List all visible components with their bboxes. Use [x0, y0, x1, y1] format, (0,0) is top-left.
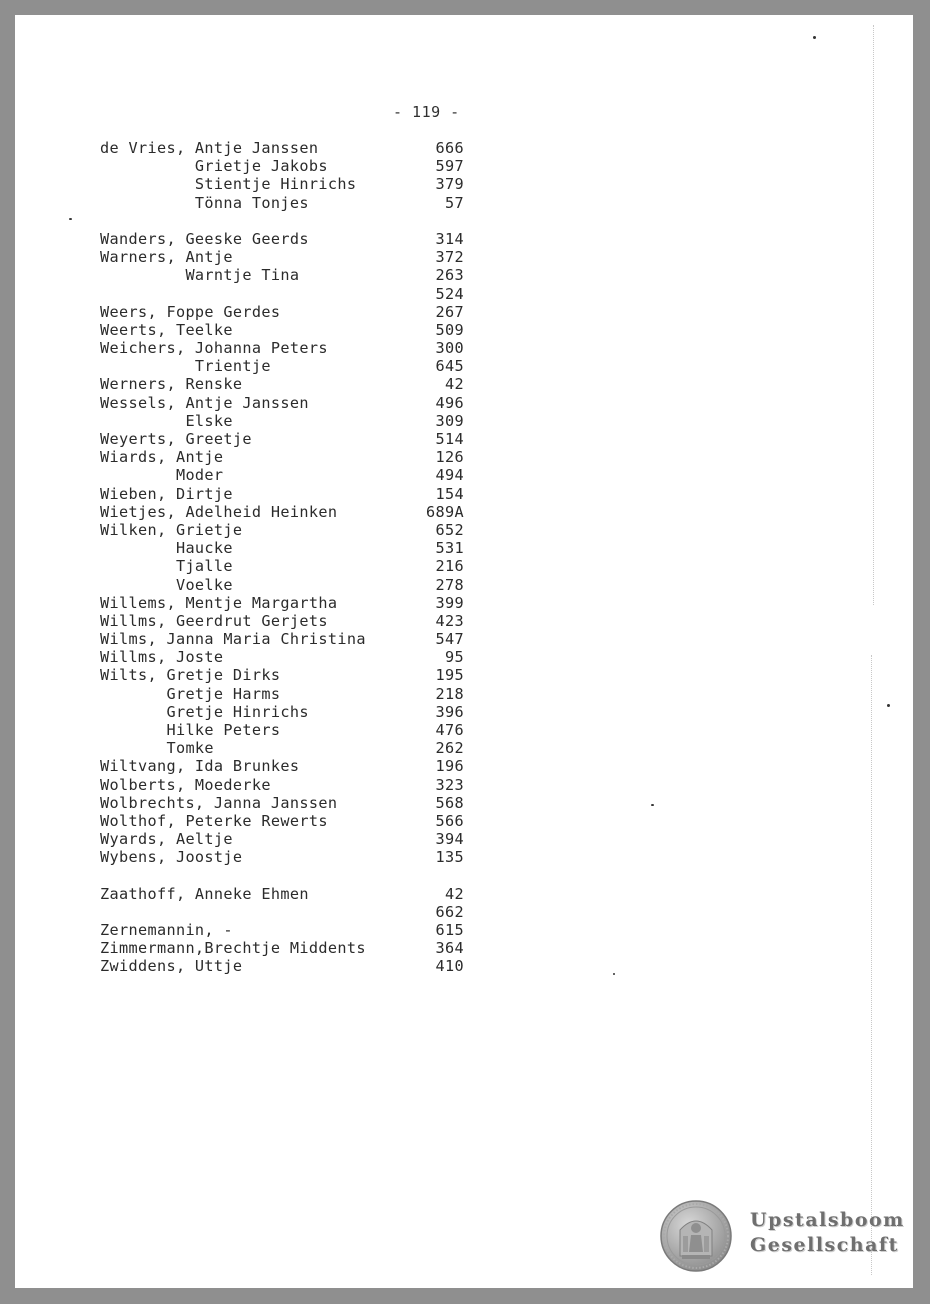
entry-page-number: 566: [435, 811, 464, 830]
entry-name: Tönna Tonjes: [100, 193, 309, 212]
index-entry: [100, 539, 500, 557]
entry-name: Gretje Hinrichs: [100, 702, 309, 721]
index-entry: [100, 303, 500, 321]
index-entry: [100, 776, 500, 794]
index-entry: [100, 848, 500, 866]
entry-name: Stientje Hinrichs: [100, 175, 357, 194]
index-entry: [100, 739, 500, 757]
scan-margin-line: [873, 25, 875, 605]
entry-page-number: 568: [435, 793, 464, 812]
scan-speck: [887, 704, 890, 707]
entry-name: Wanders, Geeske Geerds: [100, 229, 309, 248]
index-entry: [100, 721, 500, 739]
entry-page-number: 410: [435, 957, 464, 976]
entry-name: Zernemannin, -: [100, 921, 233, 940]
index-entry: [100, 175, 500, 193]
entry-page-number: 652: [435, 520, 464, 539]
index-entry: [100, 685, 500, 703]
entry-name: Wietjes, Adelheid Heinken: [100, 502, 338, 521]
entry-page-number: 379: [435, 175, 464, 194]
entry-name: Warntje Tina: [100, 266, 300, 285]
index-entry: [100, 921, 500, 939]
index-entry: [100, 357, 500, 375]
index-entry: [100, 794, 500, 812]
entry-name: Weerts, Teelke: [100, 320, 233, 339]
entry-page-number: 57: [445, 193, 464, 212]
entry-name: Wolthof, Peterke Rewerts: [100, 811, 328, 830]
entry-page-number: 645: [435, 357, 464, 376]
entry-page-number: 423: [435, 611, 464, 630]
entry-page-number: 494: [435, 466, 464, 485]
entry-name: Hilke Peters: [100, 721, 281, 739]
entry-page-number: 597: [435, 157, 464, 176]
entry-name: Wybens, Joostje: [100, 848, 243, 867]
scan-margin-line: [871, 655, 873, 1275]
entry-page-number: 514: [435, 430, 464, 448]
entry-name: Wilms, Janna Maria Christina: [100, 630, 366, 649]
entry-name: Elske: [100, 411, 233, 430]
entry-page-number: 195: [435, 666, 464, 685]
entry-page-number: 524: [435, 284, 464, 303]
entry-page-number: 262: [435, 739, 464, 758]
entry-page-number: 263: [435, 266, 464, 285]
entry-name: Tomke: [100, 739, 214, 758]
entry-page-number: 135: [435, 848, 464, 867]
entry-name: Zimmermann,Brechtje Middents: [100, 939, 366, 958]
entry-name: Werners, Renske: [100, 375, 243, 394]
index-entry: [100, 630, 500, 648]
name-index-list: [100, 139, 500, 976]
index-entry: [100, 957, 500, 975]
index-entry: [100, 339, 500, 357]
logo-wordmark: [750, 1208, 905, 1258]
entry-name: Wolbrechts, Janna Janssen: [100, 793, 338, 812]
index-entry: [100, 648, 500, 666]
index-entry: [100, 412, 500, 430]
entry-name: Tjalle: [100, 557, 233, 576]
scan-speck: [651, 804, 654, 806]
entry-name: Weers, Foppe Gerdes: [100, 302, 281, 321]
entry-name: Willms, Geerdrut Gerjets: [100, 611, 328, 630]
entry-page-number: 267: [435, 302, 464, 321]
entry-page-number: 666: [435, 139, 464, 157]
index-entry: [100, 194, 500, 212]
entry-page-number: 394: [435, 830, 464, 849]
entry-page-number: 126: [435, 448, 464, 467]
entry-name: Willems, Mentje Margartha: [100, 593, 338, 612]
entry-page-number: 689A: [426, 502, 464, 521]
entry-page-number: 218: [435, 684, 464, 703]
entry-name: Wyards, Aeltje: [100, 830, 233, 849]
entry-name: Zaathoff, Anneke Ehmen: [100, 884, 309, 903]
index-entry: [100, 448, 500, 466]
entry-name: Trientje: [100, 357, 271, 376]
index-entry: [100, 666, 500, 684]
index-entry: [100, 939, 500, 957]
index-entry: [100, 430, 500, 448]
index-entry: [100, 830, 500, 848]
index-entry: [100, 466, 500, 484]
entry-name: Wolberts, Moederke: [100, 775, 271, 794]
index-entry: [100, 230, 500, 248]
entry-page-number: 496: [435, 393, 464, 412]
entry-page-number: 364: [435, 939, 464, 958]
entry-name: Warners, Antje: [100, 248, 233, 267]
entry-page-number: 95: [445, 648, 464, 667]
entry-name: Weyerts, Greetje: [100, 430, 252, 448]
index-entry: [100, 485, 500, 503]
scan-speck: [69, 218, 72, 220]
entry-page-number: 547: [435, 630, 464, 649]
document-page: [15, 15, 913, 1288]
logo-line-2: Gesellschaft: [750, 1234, 899, 1256]
entry-page-number: 476: [435, 721, 464, 739]
seal-icon: [660, 1200, 732, 1272]
index-entry: [100, 703, 500, 721]
index-entry: [100, 139, 500, 157]
index-entry: [100, 903, 500, 921]
upstalsboom-logo: [660, 1200, 905, 1275]
index-entry: [100, 375, 500, 393]
entry-name: Willms, Joste: [100, 648, 224, 667]
index-entry: [100, 757, 500, 775]
entry-name: de Vries, Antje Janssen: [100, 139, 319, 157]
entry-name: Haucke: [100, 539, 233, 558]
index-entry: [100, 321, 500, 339]
index-entry: [100, 594, 500, 612]
index-entry: [100, 812, 500, 830]
index-entry: [100, 266, 500, 284]
entry-page-number: 196: [435, 757, 464, 776]
entry-name: Wieben, Dirtje: [100, 484, 233, 503]
entry-page-number: 509: [435, 320, 464, 339]
entry-page-number: 42: [445, 884, 464, 903]
entry-page-number: 216: [435, 557, 464, 576]
entry-name: Wilts, Gretje Dirks: [100, 666, 281, 685]
entry-name: Weichers, Johanna Peters: [100, 339, 328, 358]
index-entry: [100, 503, 500, 521]
entry-page-number: 314: [435, 229, 464, 248]
index-entry: [100, 394, 500, 412]
page-number: - 119 -: [393, 103, 460, 121]
entry-page-number: 323: [435, 775, 464, 794]
entry-page-number: 278: [435, 575, 464, 594]
index-entry: [100, 576, 500, 594]
entry-page-number: 399: [435, 593, 464, 612]
entry-name: Moder: [100, 466, 224, 485]
scan-speck: [813, 36, 816, 39]
entry-page-number: 309: [435, 411, 464, 430]
entry-page-number: 531: [435, 539, 464, 558]
entry-page-number: 300: [435, 339, 464, 358]
entry-name: Gretje Harms: [100, 684, 281, 703]
index-entry: [100, 885, 500, 903]
index-entry: [100, 521, 500, 539]
entry-page-number: 615: [435, 921, 464, 940]
entry-name: Voelke: [100, 575, 233, 594]
index-entry: [100, 248, 500, 266]
entry-name: Wiards, Antje: [100, 448, 224, 467]
index-entry: [100, 157, 500, 175]
entry-name: Grietje Jakobs: [100, 157, 328, 176]
logo-line-1: Upstalsboom: [750, 1209, 905, 1231]
entry-page-number: 42: [445, 375, 464, 394]
scan-speck: [613, 973, 615, 975]
entry-name: Zwiddens, Uttje: [100, 957, 243, 976]
entry-page-number: 154: [435, 484, 464, 503]
index-entry: [100, 612, 500, 630]
index-entry: [100, 557, 500, 575]
entry-name: Wiltvang, Ida Brunkes: [100, 757, 300, 776]
entry-page-number: 662: [435, 902, 464, 921]
entry-page-number: 396: [435, 702, 464, 721]
index-entry: [100, 285, 500, 303]
entry-page-number: 372: [435, 248, 464, 267]
entry-name: Wessels, Antje Janssen: [100, 393, 309, 412]
entry-name: Wilken, Grietje: [100, 520, 243, 539]
